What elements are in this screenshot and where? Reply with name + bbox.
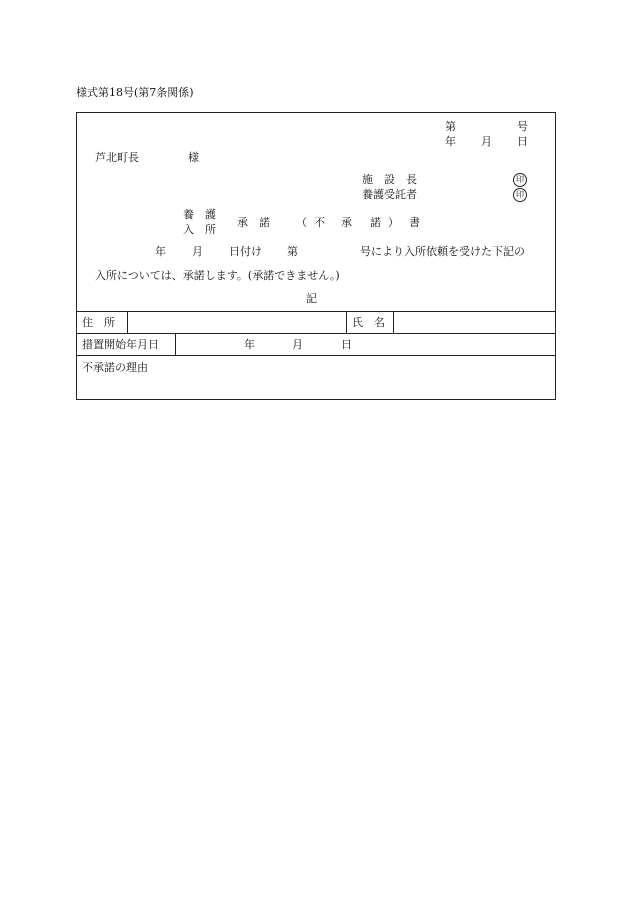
body-dai: 第	[287, 245, 298, 258]
doc-number-dai: 第	[445, 120, 456, 133]
heading-sho-doc: 書	[409, 216, 420, 229]
heading-sho: 承	[341, 216, 352, 229]
doc-number-go: 号	[517, 120, 528, 133]
heading-stacked-top: 養 護	[183, 208, 216, 221]
heading-paren-open: （	[296, 216, 307, 229]
table-vline-name-left	[346, 311, 347, 333]
address-label: 住 所	[82, 316, 115, 329]
body-year: 年	[155, 245, 166, 258]
table-line-2	[76, 333, 556, 334]
contractor-label: 養護受託者	[362, 188, 417, 201]
seal-icon	[513, 172, 527, 187]
addressee-honorific: 様	[188, 151, 199, 164]
body-line1-end: 号により入所依頼を受けた下記の	[360, 245, 525, 258]
seal-mark: 印	[513, 173, 527, 187]
table-line-1	[76, 311, 556, 312]
start-date-year: 年	[244, 338, 255, 351]
heading-paren-close: ）	[388, 216, 399, 229]
addressee-name: 芦北町長	[95, 151, 139, 164]
body-line2: 入所については、承諾します。(承諾できません。)	[95, 269, 340, 282]
heading-daku: 諾	[370, 216, 381, 229]
doc-date-day: 日	[517, 135, 528, 148]
start-date-label: 措置開始年月日	[82, 338, 159, 351]
reason-label: 不承諾の理由	[82, 361, 148, 374]
table-vline-address	[127, 311, 128, 333]
seal-icon-2	[513, 187, 527, 202]
facility-head-label: 施 設 長	[362, 173, 417, 186]
form-title: 様式第18号(第7条関係)	[76, 86, 194, 99]
body-dated: 日付け	[229, 245, 262, 258]
start-date-month: 月	[292, 338, 303, 351]
doc-date-month: 月	[481, 135, 492, 148]
seal-mark-2: 印	[513, 188, 527, 202]
name-label: 氏 名	[352, 316, 385, 329]
body-ki: 記	[306, 292, 317, 305]
heading-fu: 不	[314, 216, 325, 229]
table-line-3	[76, 355, 556, 356]
heading-stacked-bottom: 入 所	[183, 223, 216, 236]
table-vline-date	[175, 333, 176, 355]
doc-date-year: 年	[445, 135, 456, 148]
body-month: 月	[192, 245, 203, 258]
start-date-day: 日	[341, 338, 352, 351]
heading-ack: 承 諾	[237, 216, 270, 229]
table-vline-name-right	[393, 311, 394, 333]
